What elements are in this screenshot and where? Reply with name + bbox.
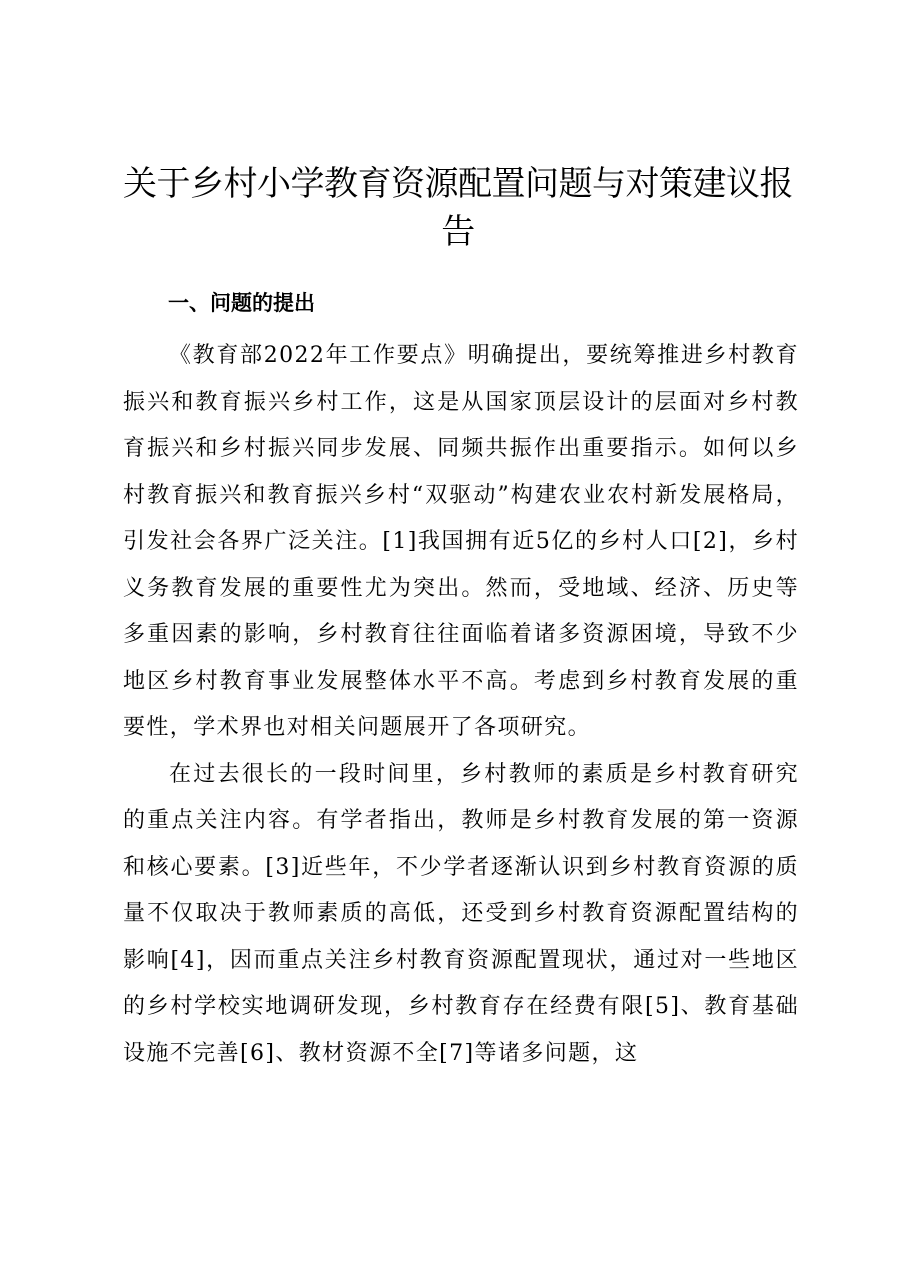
document-title: 关于乡村小学教育资源配置问题与对策建议报告 (123, 164, 793, 252)
document-body (123, 333, 799, 1077)
paragraph-1: 《教育部2022年工作要点》明确提出，要统筹推进乡村教育振兴和教育振兴乡村工作，这是从国家顶层设计的层面对乡村教育振兴和乡村振兴同步发展、同频共振作出重要指示。如何以乡村教育振兴和教育振兴乡村“双驱动”构建农业农村新发展格局，引发社会各界广泛关注。[1]我国拥有近5亿的乡村人口[2]，乡村义务教育发展的重要性尤为突出。然而，受地域、经济、历史等多重因素的影响，乡村教育往往面临着诸多资源困境，导致不少地区乡村教育事业发展整体水平不高。考虑到乡村教育发展的重要性，学术界也对相关问题展开了各项研究。 (123, 343, 799, 740)
section-heading: 一、问题的提出 (168, 291, 315, 315)
paragraph-2: 在过去很长的一段时间里，乡村教师的素质是乡村教育研究的重点关注内容。有学者指出，教师是乡村教育发展的第一资源和核心要素。[3]近些年，不少学者逐渐认识到乡村教育资源的质量不仅取决于教师素质的高低，还受到乡村教育资源配置结构的影响[4]，因而重点关注乡村教育资源配置现状，通过对一些地区的乡村学校实地调研发现，乡村教育存在经费有限[5]、教育基础设施不完善[6]、教材资源不全[7]等诸多问题，这 (123, 761, 799, 1066)
